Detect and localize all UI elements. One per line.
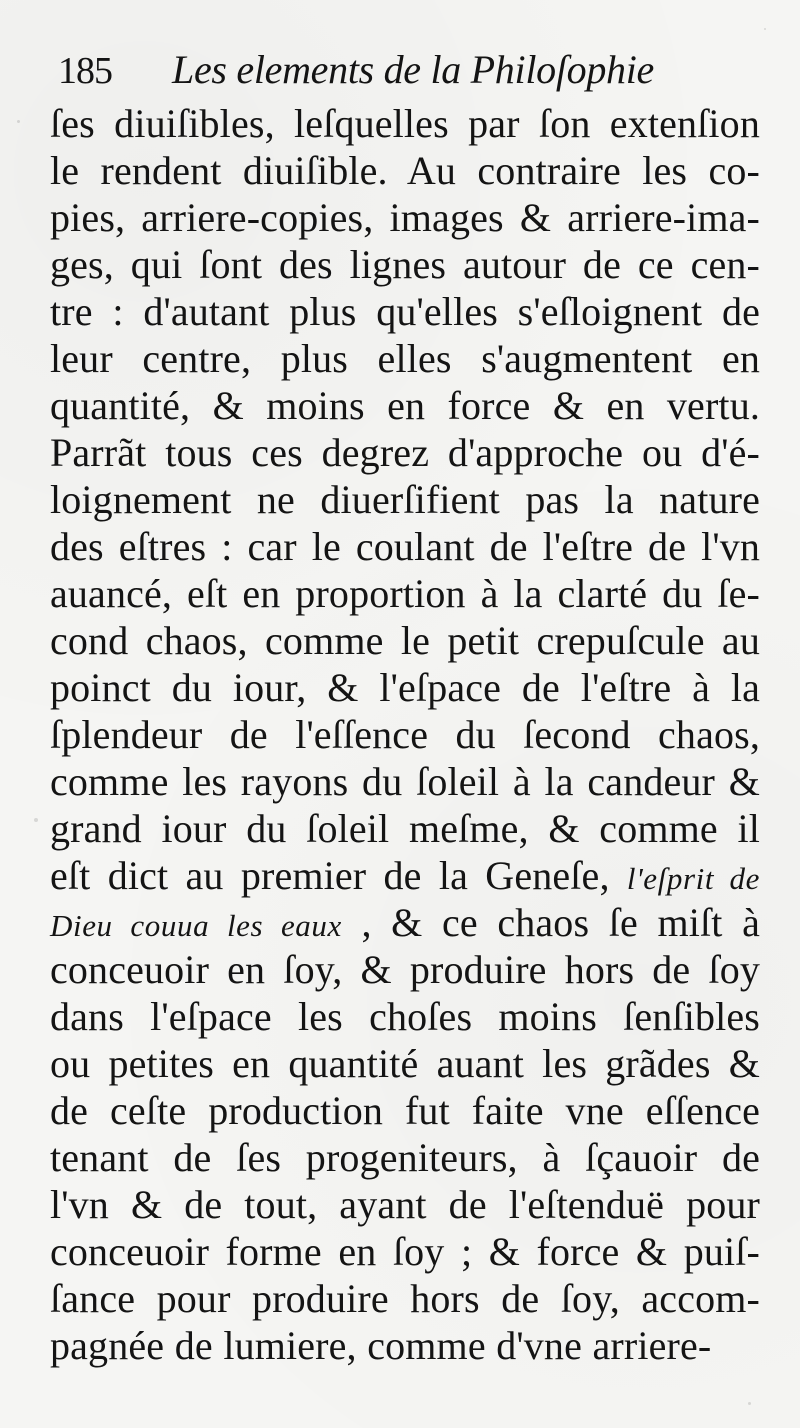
text-line-with-italic [50,899,760,946]
text-line: tenant de ſes progeniteurs, à ſçauoir de [50,1135,760,1180]
text-line-segment: , & ce chaos ſe miſt à [361,900,760,945]
text-line: tre : d'autant plus qu'elles s'eſloignent de [50,289,760,334]
text-line: ſplendeur de l'eſſence du ſecond chaos, [50,712,760,757]
text-line: cond chaos, comme le petit crepuſcule au [50,618,760,663]
text-line: le rendent diuiſible. Au contraire les co- [50,148,760,193]
text-line: grand iour du ſoleil meſme, & comme il [50,806,760,851]
text-line: poinct du iour, & l'eſpace de l'eſtre à la [50,665,760,710]
paper-speck [764,28,766,30]
paper-speck [34,818,38,822]
page-header [46,47,766,100]
text-line: ſance pour produire hors de ſoy, accom- [50,1276,760,1321]
text-line: de ceſte production fut faite vne eſſence [50,1088,760,1133]
text-line: comme les rayons du ſoleil à la candeur & [50,759,760,804]
text-line-with-italic [50,852,760,899]
text-line: dans l'eſpace les choſes moins ſenſibles [50,994,760,1039]
paper-speck [17,120,20,123]
text-line: auancé, eſt en proportion à la clarté du ſe- [50,571,760,616]
text-line: ou petites en quantité auant les grãdes & [50,1041,760,1086]
body-text [50,100,760,1369]
italic-phrase: l'eſprit de [626,861,760,896]
text-line: pies, arriere-copies, images & arriere-ima- [50,195,760,240]
text-line: leur centre, plus elles s'augmentent en [50,336,760,381]
italic-phrase: Dieu couua les eaux [50,908,342,943]
text-line: conceuoir forme en ſoy ; & force & puiſ- [50,1229,760,1274]
text-line: des eſtres : car le coulant de l'eſtre de l'vn [50,524,760,569]
text-line: pagnée de lumiere, comme d'vne arriere- [50,1323,712,1368]
text-line: Parrãt tous ces degrez d'approche ou d'é- [50,430,760,475]
page-number: 185 [58,50,112,92]
text-line: conceuoir en ſoy, & produire hors de ſoy [50,947,760,992]
text-line: l'vn & de tout, ayant de l'eſtenduë pour [50,1182,760,1227]
text-line-segment: eſt dict au premier de la Geneſe, [50,853,610,898]
running-title: Les elements de la Philoſophie [172,47,655,92]
text-line: ſes diuiſibles, leſquelles par ſon extenſion [50,101,760,146]
text-line: loignement ne diuerſifient pas la nature [50,477,760,522]
text-line: quantité, & moins en force & en vertu. [50,383,760,428]
text-line: ges, qui ſont des lignes autour de ce cen- [50,242,760,287]
paper-speck [748,1402,751,1405]
